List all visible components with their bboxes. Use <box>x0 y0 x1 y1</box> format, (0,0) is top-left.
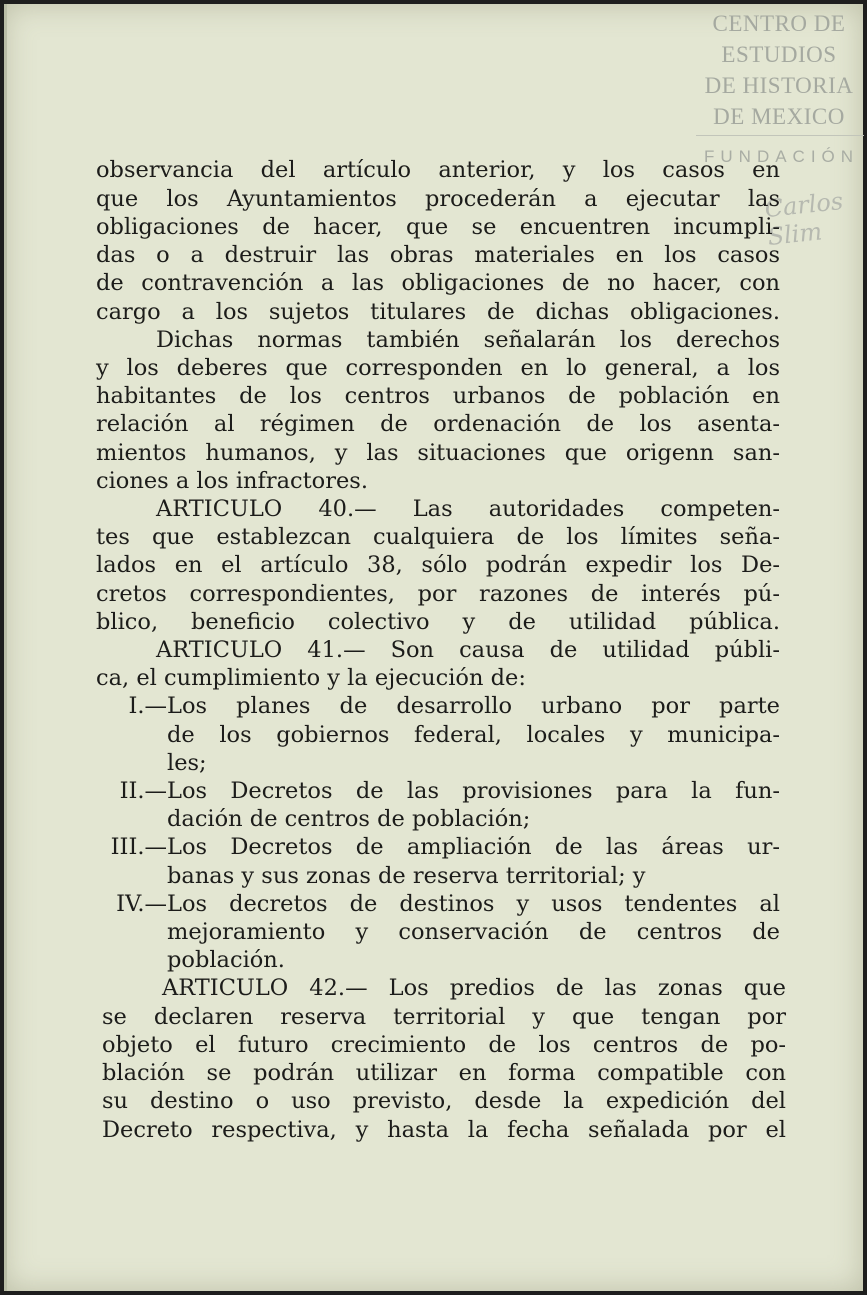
watermark-line: CENTRO DE <box>712 11 846 36</box>
watermark-line: DE HISTORIA <box>704 73 854 98</box>
text-line: cargo a los sujetos titulares de dichas obligaciones. <box>96 299 780 325</box>
list-item-number: IV.— <box>116 891 167 917</box>
text-line: das o a destruir las obras materiales en los casos <box>96 242 780 268</box>
text-line: que los Ayuntamientos procederán a ejecutar las <box>96 186 780 212</box>
text-line: Decreto respectiva, y hasta la fecha señalada por el <box>102 1117 786 1143</box>
text-line: tes que establezcan cualquiera de los límites seña- <box>96 524 780 550</box>
list-item-line: mejoramiento y conservación de centros de <box>167 919 780 945</box>
scanned-page <box>4 4 863 1291</box>
text-line: ARTICULO 40.— Las autoridades competen- <box>156 496 780 522</box>
watermark-foundation: FUNDACIÓN <box>704 147 860 166</box>
text-line: ARTICULO 41.— Son causa de utilidad públi- <box>156 637 780 663</box>
text-line: blico, beneficio colectivo y de utilidad pública. <box>96 609 780 635</box>
text-line: ciones a los infractores. <box>96 468 368 494</box>
list-item-line: Los planes de desarrollo urbano por parte <box>167 693 780 719</box>
text-line: cretos correspondientes, por razones de interés pú- <box>96 581 780 607</box>
watermark-line: DE MEXICO <box>713 104 845 129</box>
list-item-line: Los Decretos de ampliación de las áreas ur- <box>167 834 780 860</box>
watermark-line: ESTUDIOS <box>721 42 837 67</box>
text-line: blación se podrán utilizar en forma compatible con <box>102 1060 786 1086</box>
list-item-number: III.— <box>110 834 167 860</box>
watermark-signature: Carlos Slim <box>763 187 845 251</box>
list-item-line: Los decretos de destinos y usos tendentes al <box>167 891 780 917</box>
document-body <box>4 4 863 1291</box>
text-line: relación al régimen de ordenación de los asenta- <box>96 411 780 437</box>
text-line: obligaciones de hacer, que se encuentren incumpli- <box>96 214 780 240</box>
text-line: su destino o uso previsto, desde la expedición del <box>102 1088 786 1114</box>
list-item-line: de los gobiernos federal, locales y municipa- <box>167 722 780 748</box>
text-line: observancia del artículo anterior, y los casos en <box>96 157 780 183</box>
text-line: habitantes de los centros urbanos de población en <box>96 383 780 409</box>
text-line: y los deberes que corresponden en lo general, a los <box>96 355 780 381</box>
text-line: ARTICULO 42.— Los predios de las zonas que <box>162 975 786 1001</box>
text-line: ca, el cumplimiento y la ejecución de: <box>96 665 526 691</box>
text-line: objeto el futuro crecimiento de los centros de po- <box>102 1032 786 1058</box>
list-item-number: II.— <box>119 778 167 804</box>
list-item-line: Los Decretos de las provisiones para la fun- <box>167 778 780 804</box>
list-item-line: población. <box>167 947 285 973</box>
list-item-line: banas y sus zonas de reserva territorial; y <box>167 863 646 889</box>
text-line: de contravención a las obligaciones de no hacer, con <box>96 270 780 296</box>
text-line: se declaren reserva territorial y que tengan por <box>102 1004 786 1030</box>
list-item-line: dación de centros de población; <box>167 806 531 832</box>
text-line: Dichas normas también señalarán los derechos <box>156 327 780 353</box>
text-line: mientos humanos, y las situaciones que origenn san- <box>96 440 780 466</box>
list-item-number: I.— <box>128 693 167 719</box>
text-line: lados en el artículo 38, sólo podrán expedir los De- <box>96 552 780 578</box>
list-item-line: les; <box>167 750 207 776</box>
